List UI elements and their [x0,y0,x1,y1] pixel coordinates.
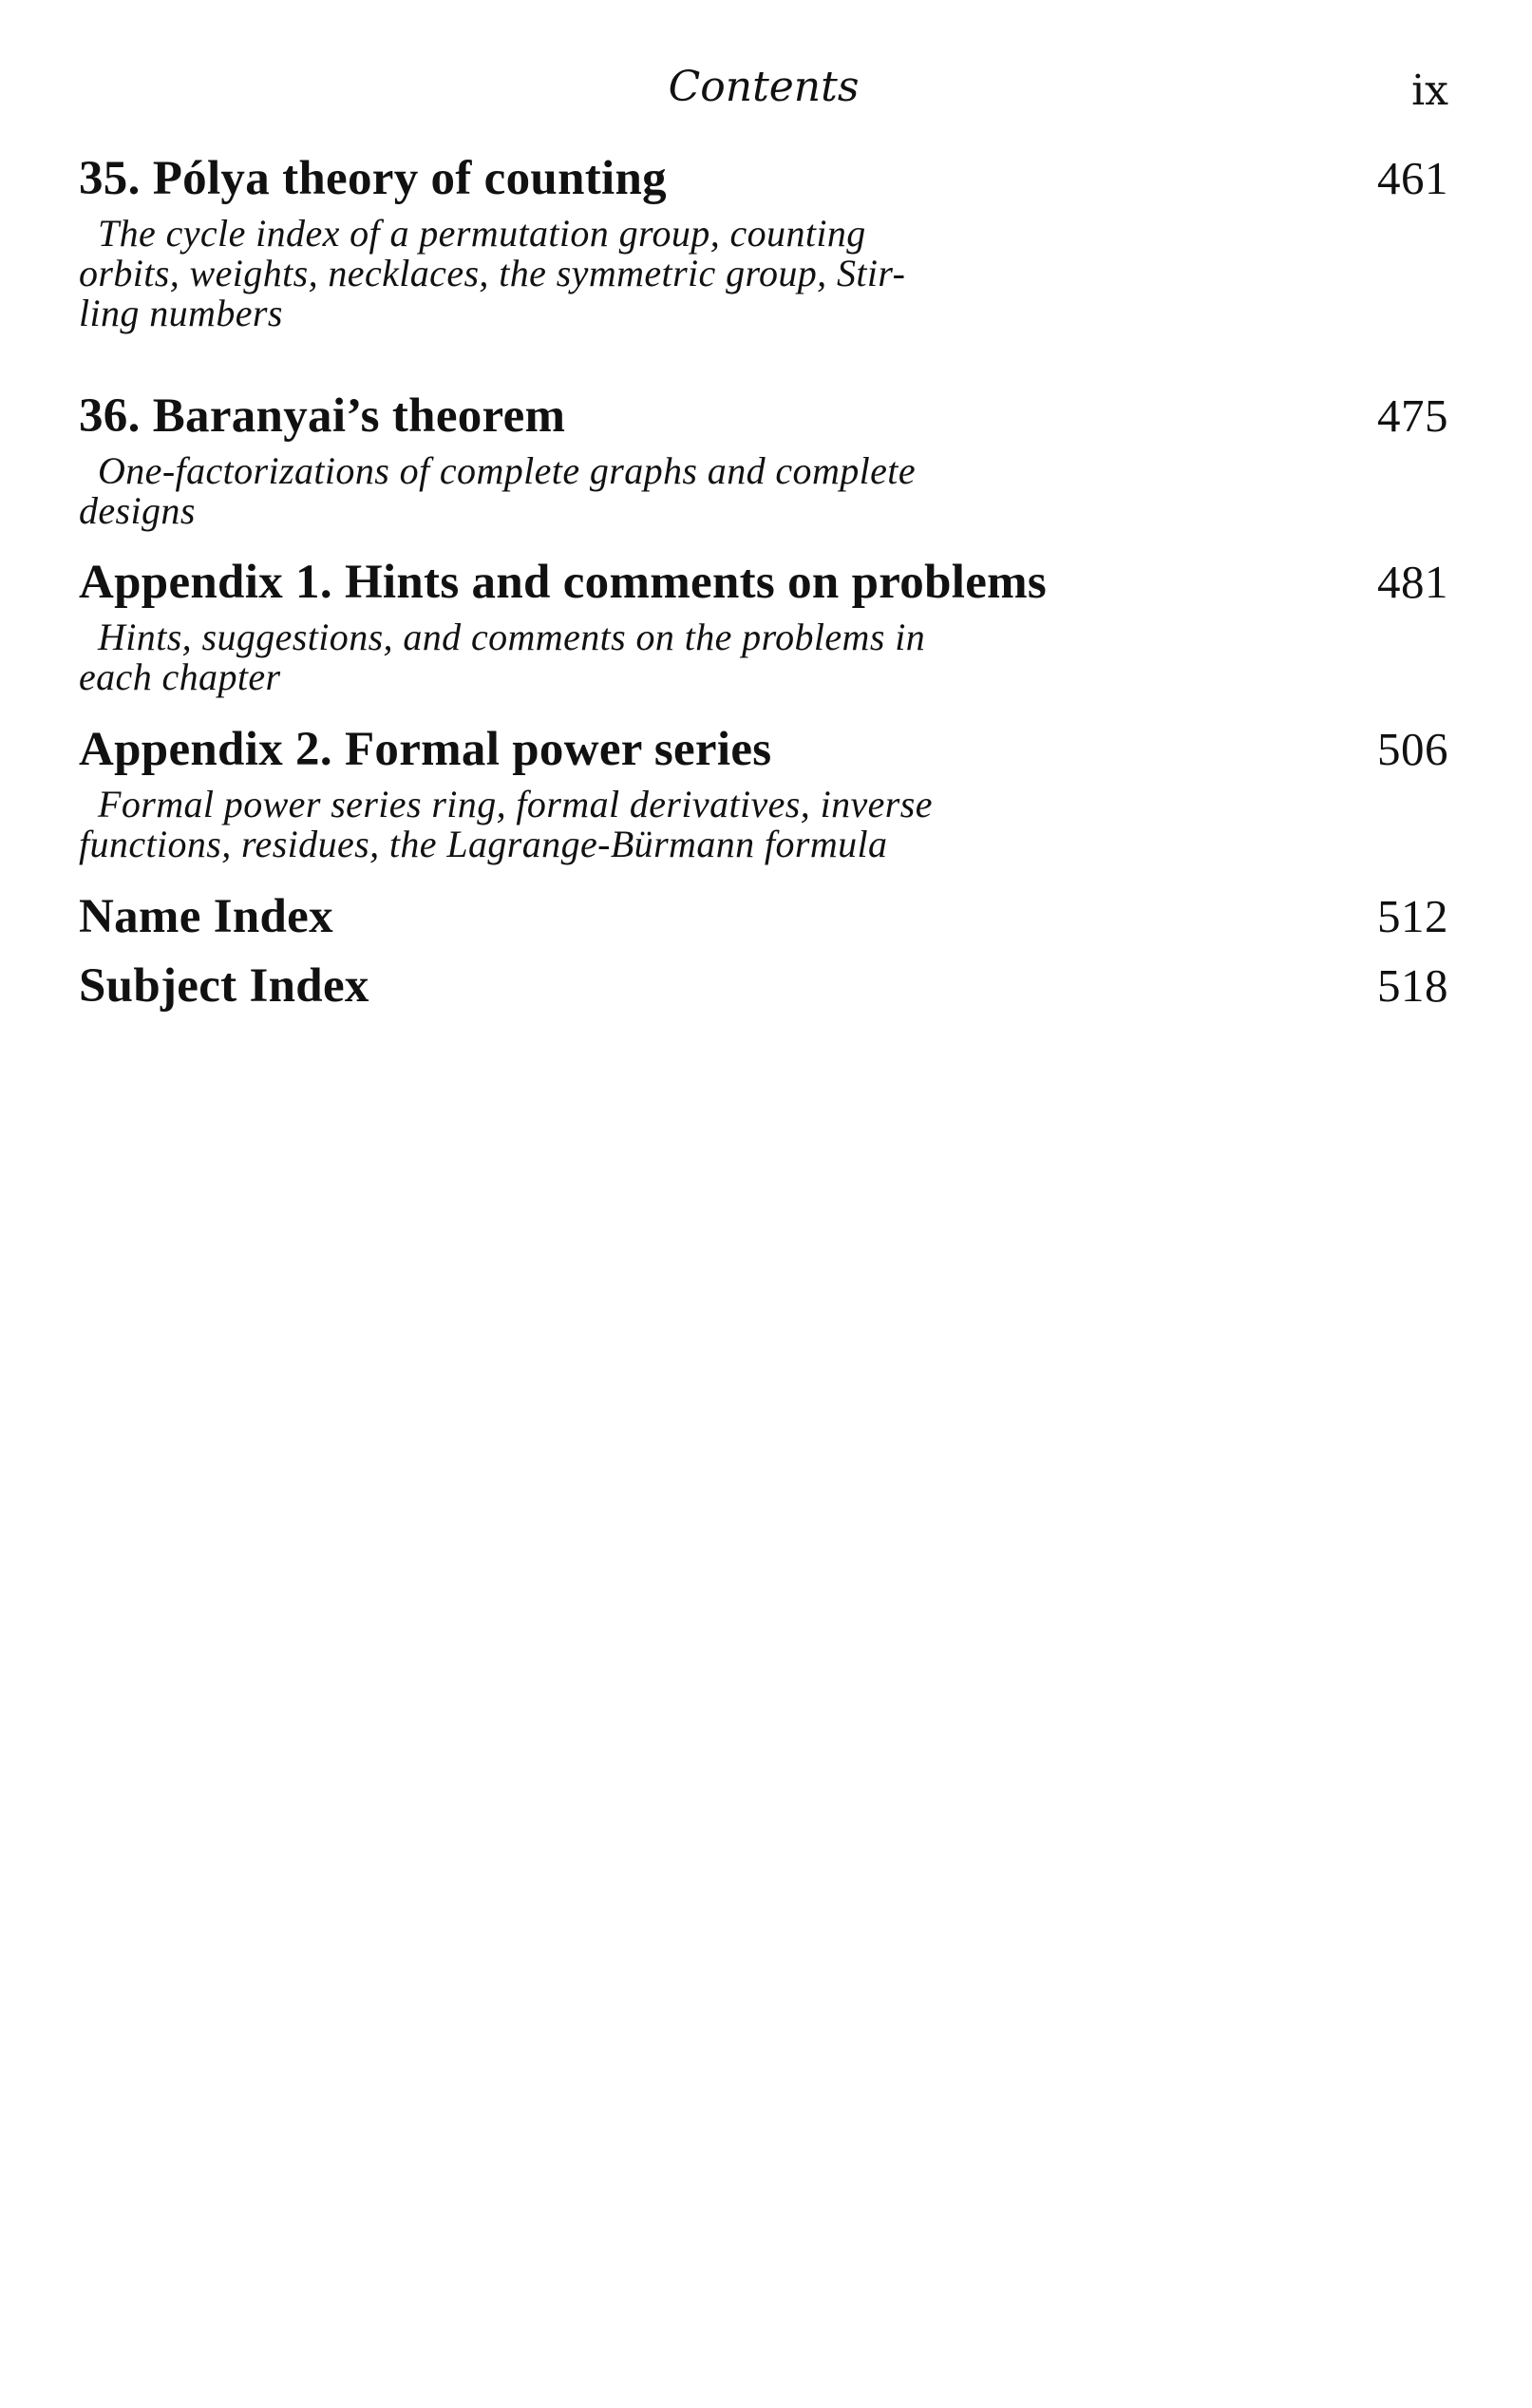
toc-entry-appendix-2 [79,718,1448,885]
toc-entry-appendix-1 [79,551,1448,718]
toc-entry-chapter-35 [79,147,1448,385]
toc-entry-page: 512 [1377,890,1448,942]
toc-entry-chapter-36 [79,385,1448,551]
toc-entry-page: 518 [1377,959,1448,1012]
toc-entry-title: Name Index [79,890,333,943]
toc-entry-page: 506 [1377,723,1448,775]
description-line: each chapter [79,655,281,698]
toc-entry-description [79,451,1048,531]
toc-entry-heading [79,385,1448,447]
description-line: designs [79,489,196,532]
description-line: Hints, suggestions, and comments on the problems in [98,616,926,658]
toc-entry-title: Appendix 1. Hints and comments on problems [79,556,1048,609]
toc-entry-title: 36. Baranyai’s theorem [79,389,566,443]
toc-entry-page: 461 [1377,152,1448,204]
description-line: functions, residues, the Lagrange-Bürmann formula [79,823,888,865]
toc-entry-title: Appendix 2. Formal power series [79,723,772,776]
toc-entry-heading [79,551,1448,614]
toc-entry-heading [79,885,1448,948]
running-head [79,59,1448,116]
toc-entry-description [79,785,1048,864]
toc-entry-page: 475 [1377,389,1448,442]
toc-entry-description [79,617,1048,697]
toc-entry-description [79,214,1048,333]
toc-entry-heading [79,147,1448,210]
toc-entry-title: 35. Pólya theory of counting [79,152,667,205]
description-line: Formal power series ring, formal derivatives, inverse [98,783,933,825]
toc-entry-page: 481 [1377,556,1448,608]
running-title: Contents [668,63,860,111]
toc-entry-heading [79,718,1448,781]
toc-entry-name-index [79,885,1448,955]
description-line: The cycle index of a permutation group, counting [98,212,866,255]
description-line: One-factorizations of complete graphs and complete [98,449,916,492]
toc-entry-heading [79,955,1448,1017]
description-line: ling numbers [79,292,283,334]
description-line: orbits, weights, necklaces, the symmetric group, Stir- [79,252,906,294]
page-number: ix [1411,66,1448,115]
table-of-contents [79,147,1448,1017]
toc-entry-title: Subject Index [79,959,369,1013]
toc-entry-subject-index [79,955,1448,1017]
